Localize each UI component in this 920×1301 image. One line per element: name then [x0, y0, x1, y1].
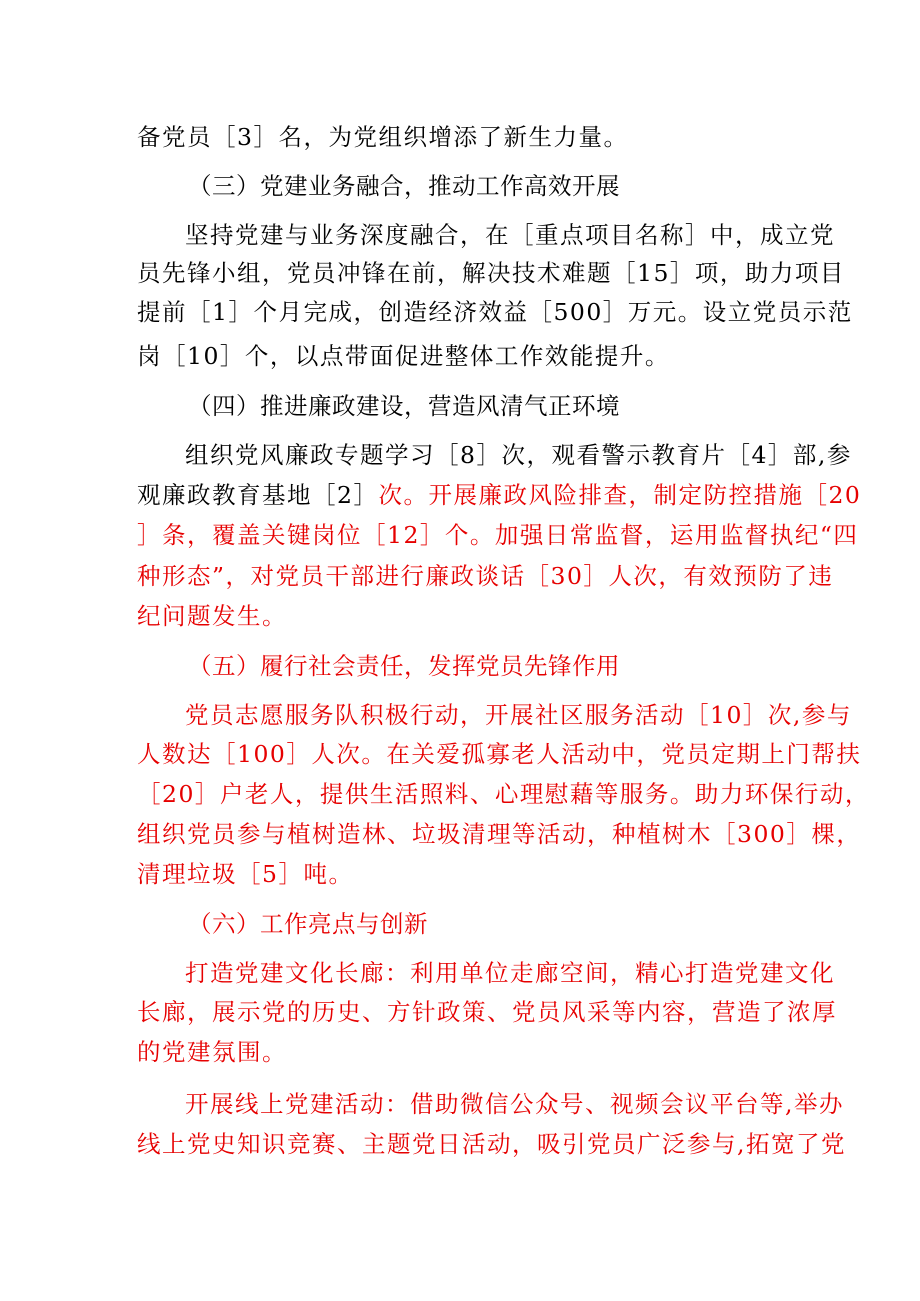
highlighted-line: ］条，覆盖关键岗位［12］个。加强日常监督，运用监督执纪“四 [137, 521, 859, 549]
paragraph-line: 岗［10］个，以点带面促进整体工作效能提升。 [137, 342, 670, 370]
highlighted-line: 清理垃圾［5］吨。 [137, 860, 354, 888]
section-heading-6: （六）工作亮点与创新 [188, 910, 428, 938]
paragraph-line: 备党员［3］名，为党组织增添了新生力量。 [137, 123, 629, 151]
highlighted-line: 开展线上党建活动：借助微信公众号、视频会议平台等,举办 [185, 1090, 844, 1118]
highlighted-line: 的党建氛围。 [137, 1038, 287, 1066]
highlighted-line: 组织党员参与植树造林、垃圾清理等活动，种植树木［300］棵， [137, 820, 862, 848]
highlighted-line: 打造党建文化长廊：利用单位走廊空间，精心打造党建文化 [185, 959, 835, 987]
paragraph-line: 提前［1］个月完成，创造经济效益［500］万元。设立党员示范 [137, 298, 853, 326]
paragraph-line-mixed [137, 480, 861, 510]
highlighted-line: 长廊，展示党的历史、方针政策、党员风采等内容，营造了浓厚 [137, 998, 837, 1026]
paragraph-segment: 观廉政教育基地［2］ [137, 481, 379, 509]
highlighted-line: 线上党史知识竞赛、主题党日活动，吸引党员广泛参与,拓宽了党 [137, 1130, 846, 1158]
paragraph-line: 组织党风廉政专题学习［8］次，观看警示教育片［4］部,参 [185, 441, 852, 469]
highlighted-line: ［20］户老人，提供生活照料、心理慰藉等服务。助力环保行动， [137, 780, 870, 808]
paragraph-line: 员先锋小组，党员冲锋在前，解决技术难题［15］项，助力项目 [137, 259, 845, 287]
section-heading-3: （三）党建业务融合，推动工作高效开展 [188, 172, 620, 200]
highlighted-line: 纪问题发生。 [137, 602, 287, 630]
section-heading-4: （四）推进廉政建设，营造风清气正环境 [188, 392, 620, 420]
highlighted-line: 人数达［100］人次。在关爱孤寡老人活动中，党员定期上门帮扶 [137, 740, 862, 768]
section-heading-5: （五）履行社会责任，发挥党员先锋作用 [188, 652, 620, 680]
highlighted-line: 种形态”，对党员干部进行廉政谈话［30］人次，有效预防了违 [137, 562, 834, 590]
paragraph-line: 坚持党建与业务深度融合，在［重点项目名称］中，成立党 [185, 221, 835, 249]
highlighted-line: 党员志愿服务队积极行动，开展社区服务活动［10］次,参与 [185, 701, 852, 729]
highlighted-segment: 次。开展廉政风险排查，制定防控措施［20 [378, 481, 862, 509]
